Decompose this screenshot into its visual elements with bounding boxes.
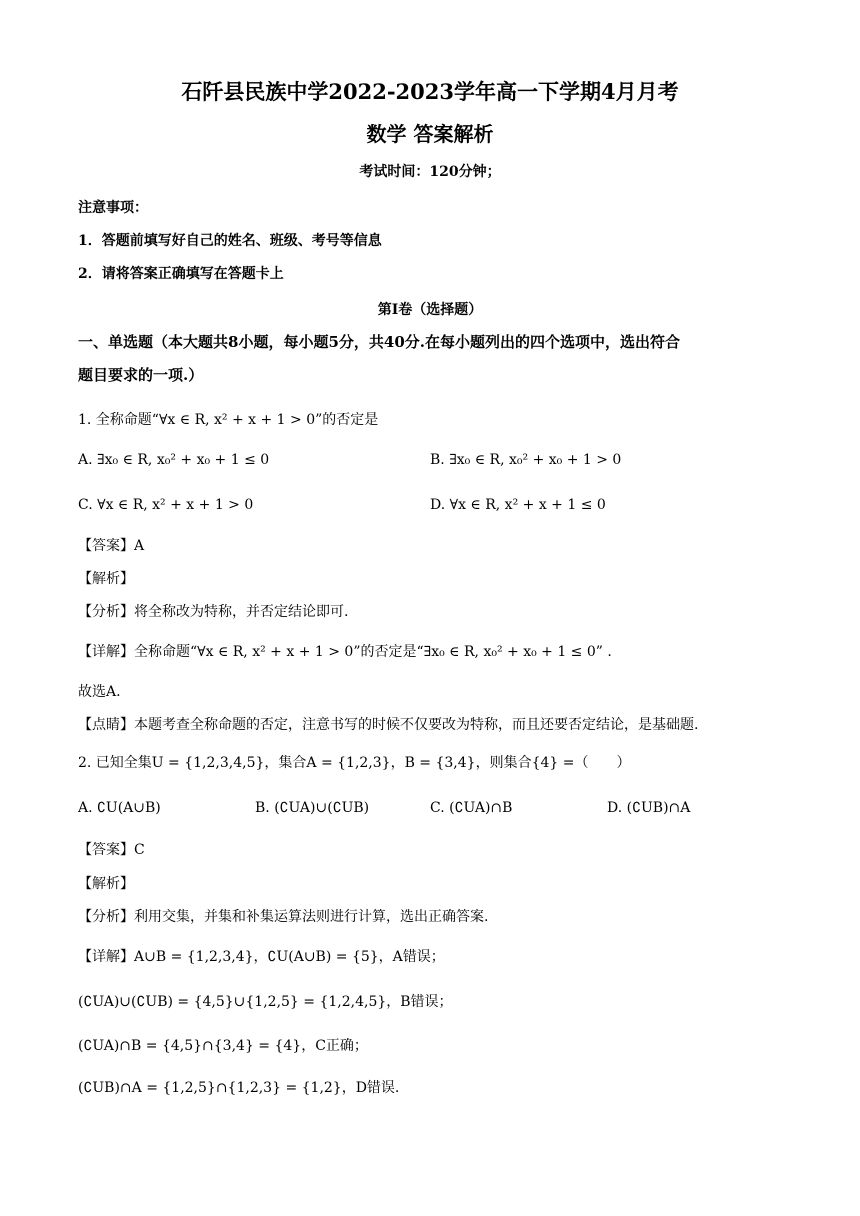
- question-1-answer: 【答案】A: [78, 538, 145, 554]
- section-heading-line1: 一、单选题（本大题共8小题，每小题5分，共40分.在每小题列出的四个选项中，选出符合: [78, 333, 680, 351]
- question-1-dianjing: 【点睛】本题考查全称命题的否定，注意书写的时候不仅要改为特称，而且还要否定结论，是基础题.: [78, 717, 699, 733]
- question-2-analysis-label: 【解析】: [78, 876, 134, 892]
- question-2-step-c: (∁UA)∩B = {4,5}∩{3,4} = {4}，C正确；: [78, 1038, 368, 1054]
- question-2-fenxi: 【分析】利用交集，并集和补集运算法则进行计算，选出正确答案.: [78, 909, 489, 925]
- notice-item-2: 2．请将答案正确填写在答题卡上: [78, 266, 284, 282]
- question-1-option-d: D. ∀x ∈ R, x² + x + 1 ≤ 0: [430, 497, 606, 513]
- exam-time: 考试时间：120分钟；: [359, 164, 501, 180]
- question-2-option-d: D. (∁UB)∩A: [607, 800, 691, 816]
- question-2-option-c: C. (∁UA)∩B: [430, 800, 513, 816]
- question-1-xiangjie: 【详解】全称命题“∀x ∈ R, x² + x + 1 > 0”的否定是“∃x₀ ∈ R, x₀² + x₀ + 1 ≤ 0” .: [78, 644, 612, 660]
- question-2-option-b: B. (∁UA)∪(∁UB): [255, 800, 370, 816]
- question-2-option-a: A. ∁U(A∪B): [78, 800, 161, 816]
- question-1-conclusion: 故选A.: [78, 684, 121, 700]
- volume-heading: 第I卷（选择题）: [377, 302, 483, 318]
- question-2-xiangjie: 【详解】A∪B = {1,2,3,4}，∁U(A∪B) = {5}，A错误；: [78, 949, 445, 965]
- section-heading-line2: 题目要求的一项.）: [78, 366, 204, 384]
- document-title: 石阡县民族中学2022-2023学年高一下学期4月月考: [181, 79, 679, 104]
- question-2-stem: 2. 已知全集U = {1,2,3,4,5}，集合A = {1,2,3}，B = {3,4}，则集合{4} =（ ）: [78, 755, 631, 771]
- notice-heading: 注意事项：: [78, 200, 148, 216]
- question-1-fenxi: 【分析】将全称改为特称，并否定结论即可.: [78, 604, 349, 620]
- document-subtitle: 数学 答案解析: [366, 122, 494, 146]
- question-1-stem: 1. 全称命题“∀x ∈ R, x² + x + 1 > 0”的否定是: [78, 412, 379, 428]
- question-1-option-b: B. ∃x₀ ∈ R, x₀² + x₀ + 1 > 0: [430, 452, 622, 468]
- question-1-analysis-label: 【解析】: [78, 571, 134, 587]
- question-2-answer: 【答案】C: [78, 842, 145, 858]
- question-1-option-c: C. ∀x ∈ R, x² + x + 1 > 0: [78, 497, 254, 513]
- notice-item-1: 1．答题前填写好自己的姓名、班级、考号等信息: [78, 233, 382, 249]
- question-2-step-d: (∁UB)∩A = {1,2,5}∩{1,2,3} = {1,2}，D错误.: [78, 1080, 400, 1096]
- question-2-step-b: (∁UA)∪(∁UB) = {4,5}∪{1,2,5} = {1,2,4,5}，B错误；: [78, 994, 453, 1010]
- question-1-option-a: A. ∃x₀ ∈ R, x₀² + x₀ + 1 ≤ 0: [78, 452, 270, 468]
